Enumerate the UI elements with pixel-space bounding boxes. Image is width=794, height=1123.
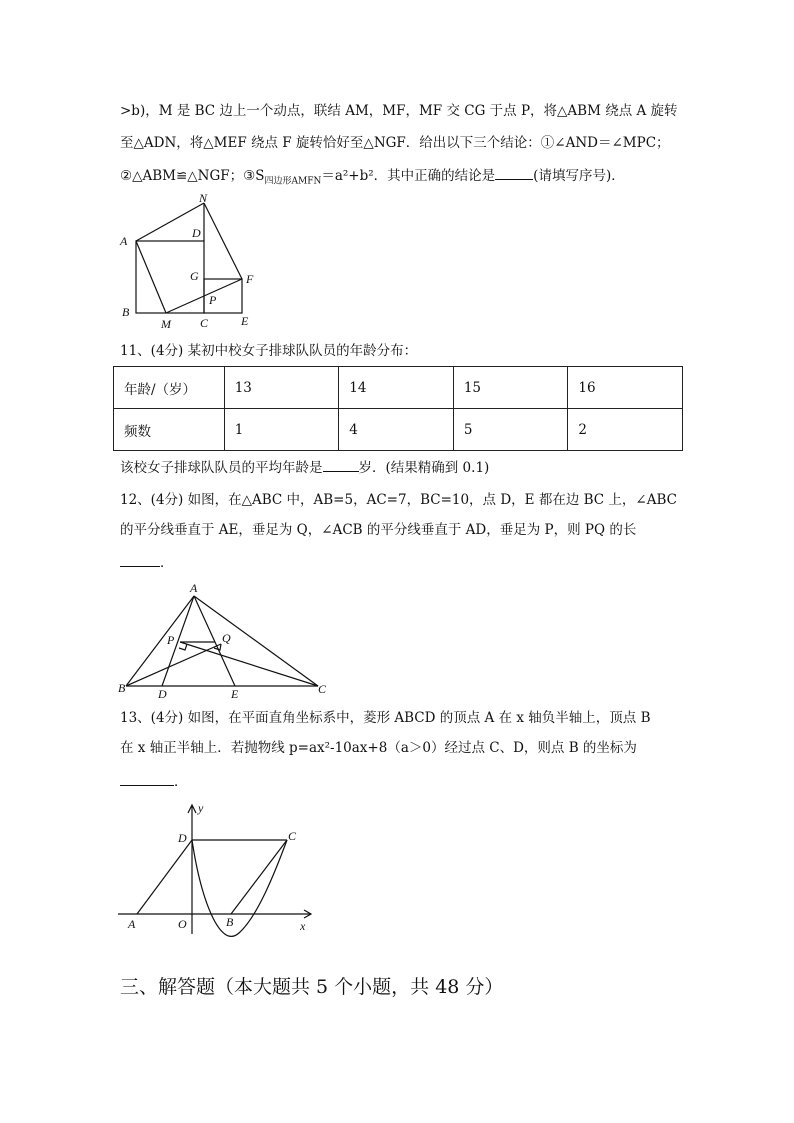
q10-area-subscript: 四边形AMFN [264,176,322,187]
section-heading: 三、解答题（本大题共 5 个小题，共 48 分） [120,976,504,998]
q12-answer-blank[interactable] [120,552,160,567]
q13-line-3 [120,771,188,792]
table-row [114,367,683,409]
q13-period: ． [174,774,188,790]
q10-label-m: M [161,317,171,331]
q13-line-2: 在 x 轴正半轴上．若抛物线 p=ax²-10ax+8（a＞0）经过点 C、D，则点 B 的坐标为 [120,740,637,756]
q10-line-am [136,241,166,313]
table-cell: 5 [453,409,568,451]
q13-label-b: B [226,915,234,929]
q12-side-ac [194,596,318,686]
q12-line-2: 的平分线垂直于 AE，垂足为 Q，∠ACB 的平分线垂直于 AD，垂足为 P，则 PQ 的长 [120,522,637,538]
q11-answer-blank[interactable] [323,457,359,472]
q10-answer-blank[interactable] [495,165,533,180]
q12-label-c: C [318,682,327,696]
q12-right-angle-p [179,644,187,650]
q13-side-da [137,840,192,914]
q10-label-g: G [190,269,199,283]
q10-line-2: 至△ADN，将△MEF 绕点 F 旋转恰好至△NGF．给出以下三个结论：①∠AND＝∠MPC； [120,135,670,151]
q10-label-b: B [122,305,130,319]
table-cell: 年龄/（岁） [114,367,225,409]
q12-label-a: A [190,581,198,595]
q10-label-p: P [209,293,217,307]
table-cell: 14 [339,367,454,409]
table-cell: 1 [224,409,339,451]
q12-side-ab [126,596,194,686]
q13-side-cb [231,840,287,914]
q10-line-3-mid: ＝a²+b²．其中正确的结论是 [321,168,496,184]
q10-label-c: C [200,316,209,330]
q10-line-1: >b)，M 是 BC 边上一个动点，联结 AM，MF，MF 交 CG 于点 P，将△ABM 绕点 A 旋转 [120,103,678,119]
q13-label-o: O [178,917,187,931]
q13-label-x: x [300,919,306,933]
table-cell: 2 [568,409,683,451]
q12-triangle-figure [112,578,340,700]
q11-question-start: 该校女子排球队队员的平均年龄是 [120,460,323,476]
q13-label-c: C [288,829,297,843]
q12-label-q: Q [222,631,231,645]
q10-label-e: E [241,314,249,328]
q12-label-p: P [167,633,175,647]
q13-answer-blank[interactable] [120,771,174,786]
q10-line-3-end: (请填写序号)． [533,168,625,184]
q13-parabola [192,840,287,936]
table-cell: 13 [224,367,339,409]
q10-label-n: N [199,191,208,205]
q12-label-d: D [158,687,167,700]
q12-label-e: E [231,687,239,700]
q12-line-1: 12、(4分) 如图，在△ABC 中，AB=5，AC=7，BC=10，点 D，E 都在边 BC 上，∠ABC [120,492,677,508]
q13-line-1: 13、(4分) 如图，在平面直角坐标系中，菱形 ABCD 的顶点 A 在 x 轴负半轴上，顶点 B [120,710,651,726]
table-row [114,409,683,451]
q12-line-3 [120,552,174,573]
q11-age-table [113,366,683,451]
q10-geometry-figure [112,190,272,332]
table-cell: 15 [453,367,568,409]
table-cell: 16 [568,367,683,409]
q11-prompt: 11、(4分) 某初中校女子排球队队员的年龄分布： [120,343,418,359]
q12-label-b: B [118,681,126,695]
q13-label-a: A [128,917,136,931]
q13-coordinate-figure [112,800,318,938]
q12-period: ． [160,555,174,571]
q11-question [120,457,489,478]
q10-label-d: D [192,226,201,240]
q10-label-a: A [120,234,128,248]
q11-question-end: 岁．(结果精确到 0.1) [358,460,490,476]
table-cell: 频数 [114,409,225,451]
q10-label-f: F [246,272,254,286]
q13-label-y: y [198,801,204,815]
q10-line-3-start: ②△ABM≌△NGF；③S [120,168,265,184]
q10-line-3 [120,165,625,192]
q12-bisector-c [180,642,318,686]
q10-line-nf [204,203,242,279]
table-cell: 4 [339,409,454,451]
q13-label-d: D [178,831,187,845]
